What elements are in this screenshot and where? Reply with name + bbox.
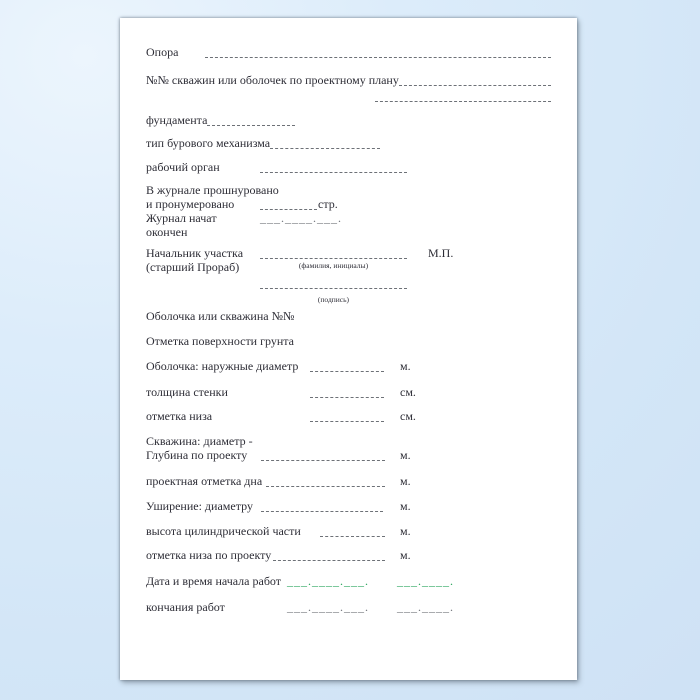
field-bottom-mark — [146, 409, 551, 423]
unit-label: см. — [400, 409, 416, 423]
date-placeholder: ___.____.___. — [260, 211, 342, 225]
field-wall-thickness — [146, 385, 551, 399]
unit-label: м. — [400, 448, 411, 462]
date-placeholder: ___.____.___. — [287, 574, 369, 588]
field-cylinder-height — [146, 524, 551, 538]
label-cylinder-height: высота цилиндрической части — [146, 524, 301, 538]
field-shell-or-well — [146, 309, 551, 323]
fill-line — [375, 89, 551, 102]
fill-line — [207, 113, 295, 126]
field-journal-started — [146, 211, 551, 225]
label-senior-foreman: (старший Прораб) — [146, 260, 240, 274]
field-bottom-mark-project — [146, 548, 551, 562]
fill-line — [260, 197, 317, 210]
fill-line — [310, 385, 384, 398]
label-well-diameter: Скважина: диаметр - — [146, 434, 253, 448]
fill-line — [260, 246, 407, 259]
unit-label: м. — [400, 474, 411, 488]
label-working-body: рабочий орган — [146, 160, 220, 174]
label-foundation: фундамента — [146, 113, 208, 127]
unit-label: м. — [400, 524, 411, 538]
fill-line — [260, 160, 407, 173]
field-journal-laced — [146, 183, 551, 197]
label-stamp-mark: М.П. — [428, 246, 454, 260]
label-wells-plan: №№ скважин или оболочек по проектному плану — [146, 73, 399, 87]
unit-label: см. — [400, 385, 416, 399]
date-placeholder: ___.____.___. — [287, 600, 369, 614]
field-senior-foreman — [146, 260, 551, 274]
fill-line — [261, 499, 383, 512]
fill-line — [260, 276, 407, 289]
field-project-bottom-mark — [146, 474, 551, 488]
label-bottom-mark: отметка низа — [146, 409, 213, 423]
label-ground-surface-mark: Отметка поверхности грунта — [146, 334, 295, 348]
field-site-manager — [146, 246, 551, 260]
field-wells-plan — [146, 73, 551, 87]
label-shell-outer-diameter: Оболочка: наружные диаметр — [146, 359, 299, 373]
time-placeholder: ___.____. — [397, 574, 454, 588]
label-widening-diameter: Уширение: диаметру — [146, 499, 253, 513]
label-wall-thickness: толщина стенки — [146, 385, 228, 399]
label-journal-laced: В журнале прошнуровано — [146, 183, 279, 197]
fill-line — [270, 136, 380, 149]
label-shell-or-well: Оболочка или скважина №№ — [146, 309, 295, 323]
document-page — [120, 18, 577, 680]
field-wells-plan-continued — [146, 89, 551, 103]
field-foundation — [146, 113, 551, 127]
unit-label: м. — [400, 548, 411, 562]
fill-line — [261, 448, 385, 461]
fill-line — [205, 45, 551, 58]
field-shell-outer-diameter — [146, 359, 551, 373]
label-drill-type: тип бурового механизма — [146, 136, 271, 150]
field-signature-line — [146, 276, 551, 290]
fill-line — [320, 524, 385, 537]
fill-line — [273, 548, 385, 561]
field-drill-type — [146, 136, 551, 150]
fill-line — [399, 73, 551, 86]
field-journal-finished — [146, 225, 551, 239]
field-widening-diameter — [146, 499, 551, 513]
field-opora — [146, 45, 551, 59]
field-work-end — [146, 600, 551, 614]
label-and-numbered: и пронумеровано — [146, 197, 235, 211]
field-well-diameter — [146, 434, 551, 448]
label-project-bottom-mark: проектная отметка дна — [146, 474, 263, 488]
label-project-depth: Глубина по проекту — [146, 448, 248, 462]
unit-label: м. — [400, 499, 411, 513]
field-numbered-pages — [146, 197, 551, 211]
fill-line — [310, 359, 384, 372]
label-site-manager: Начальник участка — [146, 246, 244, 260]
field-ground-surface-mark — [146, 334, 551, 348]
label-journal-finished: окончен — [146, 225, 188, 239]
unit-label: м. — [400, 359, 411, 373]
label-pages-suffix: стр. — [318, 197, 338, 211]
label-opora: Опора — [146, 45, 179, 59]
field-project-depth — [146, 448, 551, 462]
caption-name-initials: (фамилия, инициалы) — [298, 261, 369, 270]
fill-line — [310, 409, 384, 422]
field-working-body — [146, 160, 551, 174]
label-work-end: кончания работ — [146, 600, 225, 614]
fill-line — [266, 474, 385, 487]
field-work-start — [146, 574, 551, 588]
label-work-start: Дата и время начала работ — [146, 574, 282, 588]
time-placeholder: ___.____. — [397, 600, 454, 614]
caption-signature: (подпись) — [317, 295, 350, 304]
label-journal-started: Журнал начат — [146, 211, 217, 225]
field-signature-caption — [146, 294, 551, 308]
label-bottom-mark-project: отметка низа по проекту — [146, 548, 272, 562]
